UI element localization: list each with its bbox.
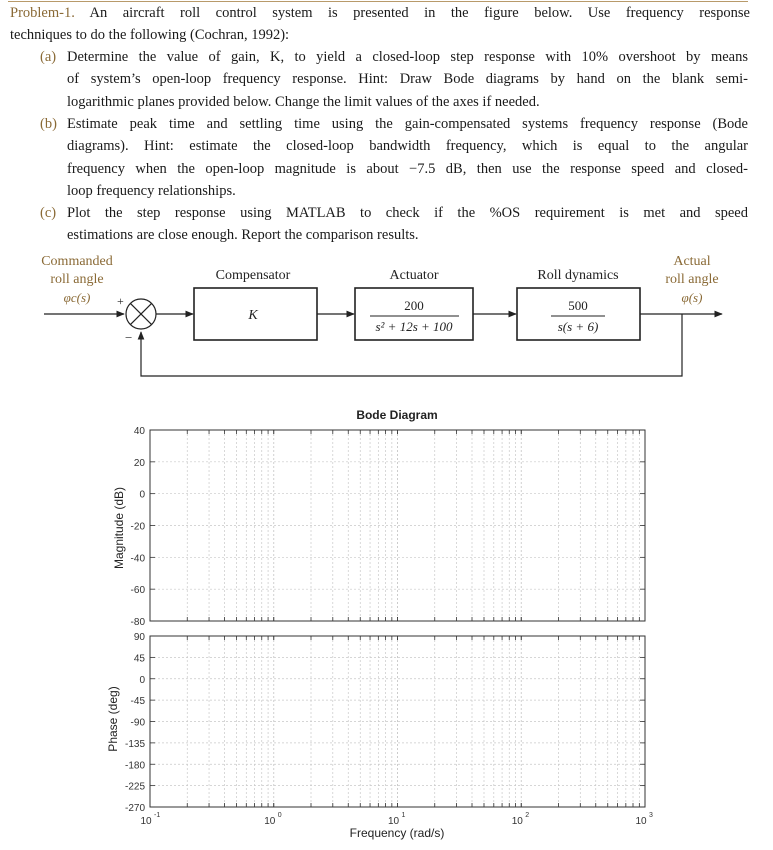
summing-junction	[126, 299, 156, 329]
phase-tick-label: 0	[139, 674, 145, 686]
item-b-line-3: frequency when the open-loop magnitude is about −7.5 dB, then use the response speed and closed-	[67, 160, 748, 177]
output-label-line-1: Actual	[673, 254, 711, 269]
magnitude-tick-label: -40	[130, 553, 145, 565]
frequency-tick-label: 10	[387, 816, 400, 827]
item-a-line-3: logarithmic planes provided below. Change the limit values of the axes if needed.	[67, 93, 540, 110]
phase-axis-label: Phase (deg)	[106, 686, 120, 752]
problem-intro-text: An aircraft roll control system is presented in the figure below. Use frequency response	[89, 5, 750, 21]
phase-tick-label: -135	[124, 738, 145, 750]
output-symbol: φ(s)	[681, 290, 703, 305]
actuator-numerator: 200	[404, 298, 424, 313]
frequency-tick-label: 10	[140, 816, 152, 827]
item-c-label: (c)	[40, 205, 57, 221]
phase-tick-label: -270	[124, 803, 145, 814]
magnitude-axis-label: Magnitude (dB)	[112, 486, 126, 570]
frequency-tick-exponent: 3	[649, 812, 653, 819]
phase-tick-label: -225	[124, 781, 145, 793]
actuator-denominator: s² + 12s + 100	[375, 319, 453, 334]
magnitude-tick-label: 0	[139, 489, 145, 501]
frequency-tick-labels	[140, 812, 653, 827]
block-diagram	[0, 250, 773, 380]
item-c-line-2: estimations are close enough. Report the comparison results.	[67, 227, 419, 244]
frequency-tick-exponent: 1	[401, 812, 406, 819]
item-a-line-1: Determine the value of gain, K, to yield a closed-loop step response with 10% overshoot by means	[67, 49, 748, 65]
magnitude-tick-label: -20	[130, 521, 145, 533]
frequency-axis-label: Frequency (rad/s)	[349, 826, 445, 840]
minus-sign: −	[125, 330, 133, 345]
phase-tick-label: 90	[133, 632, 145, 643]
magnitude-tick-label: -80	[130, 617, 145, 628]
input-symbol: φc(s)	[63, 290, 91, 305]
item-a-line-2: of system’s open-loop frequency response. Hint: Draw Bode diagrams by hand on the blank semi-	[67, 71, 748, 88]
phase-tick-label: -45	[130, 696, 145, 708]
frequency-tick-label: 10	[511, 816, 523, 827]
input-label-line-1: Commanded	[41, 254, 113, 269]
compensator-gain: K	[248, 308, 258, 323]
output-label-line-2: roll angle	[665, 272, 719, 287]
compensator-title: Compensator	[215, 268, 291, 283]
roll-dynamics-title: Roll dynamics	[537, 268, 619, 283]
phase-tick-label: -180	[124, 760, 145, 772]
plus-sign: +	[117, 294, 124, 308]
frequency-tick-exponent: 2	[525, 812, 530, 819]
item-b-line-1: Estimate peak time and settling time using the gain-compensated systems frequency response (Bode	[67, 116, 748, 132]
actuator-title: Actuator	[389, 268, 439, 283]
phase-plot	[125, 632, 645, 814]
phase-tick-label: -90	[130, 717, 145, 729]
bode-title: Bode Diagram	[356, 408, 438, 422]
item-c-line-1: Plot the step response using MATLAB to check if the %OS requirement is met and speed	[67, 205, 748, 221]
frequency-tick-label: 10	[635, 816, 647, 827]
roll-denominator: s(s + 6)	[557, 319, 599, 334]
item-b-line-4: loop frequency relationships.	[67, 183, 236, 200]
input-label-line-2: roll angle	[50, 272, 104, 287]
magnitude-tick-label: -60	[130, 585, 145, 597]
problem-intro-line-2: techniques to do the following (Cochran, 1992):	[10, 27, 290, 43]
item-b-line-2: diagrams). Hint: estimate the closed-loop bandwidth frequency, which is equal to the angular	[67, 138, 748, 155]
phase-tick-label: 45	[133, 653, 145, 665]
frequency-tick-label: 10	[264, 816, 276, 827]
problem-intro-line-1	[10, 2, 750, 24]
item-b-label: (b)	[40, 116, 57, 132]
magnitude-tick-label: 40	[133, 426, 145, 437]
roll-numerator: 500	[568, 298, 588, 313]
magnitude-tick-label: 20	[133, 457, 145, 469]
frequency-tick-exponent: -1	[154, 812, 161, 819]
frequency-tick-exponent: 0	[277, 812, 282, 819]
bode-diagram	[90, 400, 670, 845]
magnitude-plot	[131, 426, 645, 628]
item-a-label: (a)	[40, 49, 57, 65]
problem-label: Problem-1.	[10, 5, 75, 21]
